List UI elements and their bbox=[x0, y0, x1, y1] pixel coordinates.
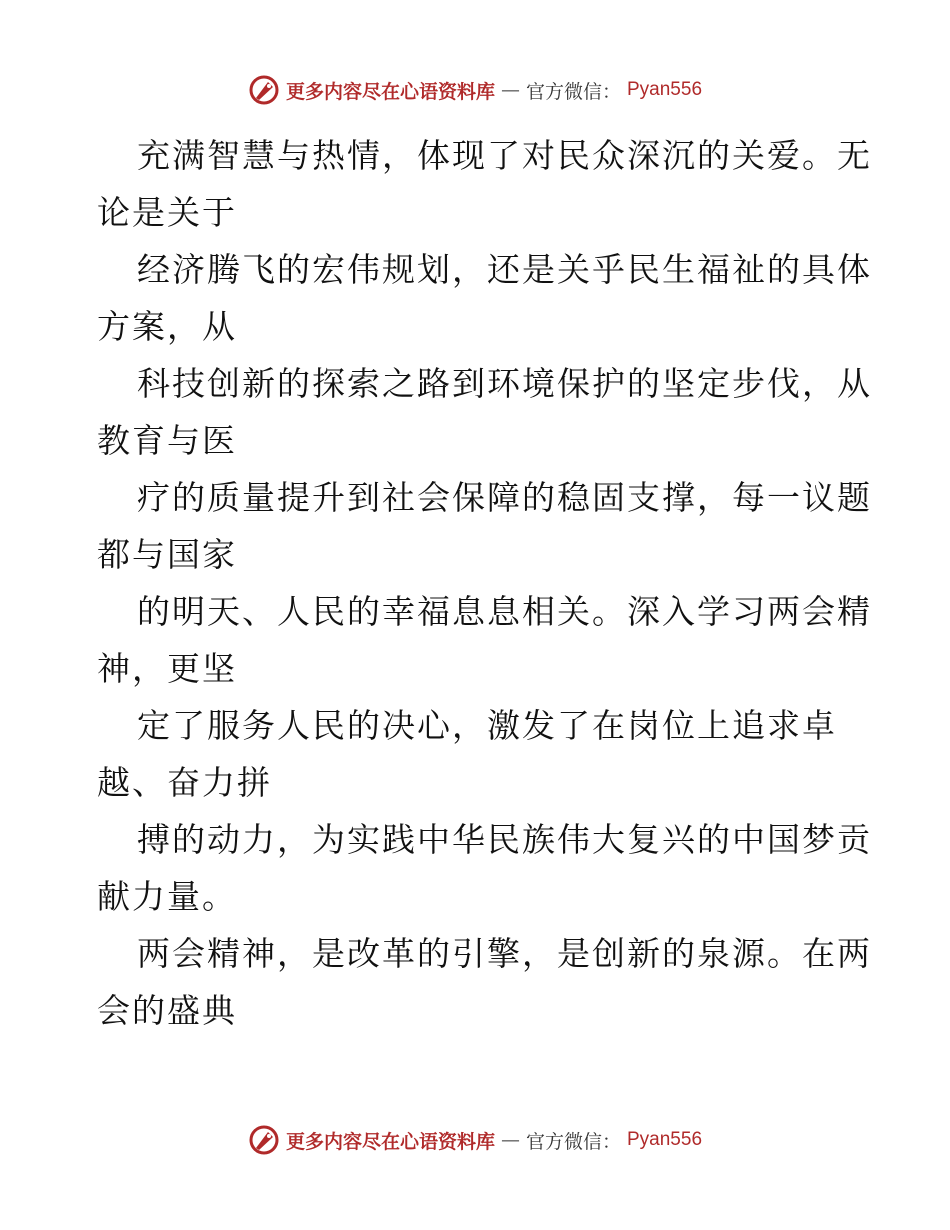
document-body bbox=[97, 127, 872, 1039]
banner-official-label: 官方微信： bbox=[525, 80, 621, 103]
text-line: 搏的动力，为实践中华民族伟大复兴的中国梦贡 bbox=[137, 820, 872, 859]
text-line: 神，更坚 bbox=[97, 649, 237, 688]
pen-nib-logo-icon bbox=[248, 74, 280, 106]
text-line: 两会精神，是改革的引擎，是创新的泉源。在两 bbox=[137, 934, 872, 973]
banner-site-text: 更多内容尽在心语资料库 bbox=[285, 80, 495, 103]
footer-banner bbox=[0, 1120, 950, 1160]
banner-wechat-id: Pyan556 bbox=[627, 79, 703, 100]
banner-separator: — bbox=[500, 1129, 520, 1151]
text-line: 都与国家 bbox=[97, 535, 237, 574]
banner-separator: — bbox=[500, 79, 520, 101]
pen-nib-logo-icon bbox=[248, 1124, 280, 1156]
text-line: 科技创新的探索之路到环境保护的坚定步伐，从 bbox=[137, 364, 872, 403]
text-line: 定了服务人民的决心，激发了在岗位上追求卓 bbox=[137, 706, 837, 745]
text-line: 教育与医 bbox=[97, 421, 237, 460]
text-line: 方案，从 bbox=[97, 307, 237, 346]
text-line: 经济腾飞的宏伟规划，还是关乎民生福祉的具体 bbox=[137, 250, 872, 289]
text-line: 的明天、人民的幸福息息相关。深入学习两会精 bbox=[137, 592, 872, 631]
banner-official-label: 官方微信： bbox=[525, 1130, 621, 1153]
header-banner bbox=[0, 70, 950, 110]
text-line: 充满智慧与热情，体现了对民众深沉的关爱。无 bbox=[137, 136, 872, 175]
text-line: 疗的质量提升到社会保障的稳固支撑，每一议题 bbox=[137, 478, 872, 517]
text-line: 越、奋力拼 bbox=[97, 763, 272, 802]
banner-wechat-id: Pyan556 bbox=[627, 1129, 703, 1150]
text-line: 论是关于 bbox=[97, 193, 237, 232]
text-line: 献力量。 bbox=[97, 877, 237, 916]
text-line: 会的盛典 bbox=[97, 991, 237, 1030]
banner-site-text: 更多内容尽在心语资料库 bbox=[285, 1130, 495, 1153]
